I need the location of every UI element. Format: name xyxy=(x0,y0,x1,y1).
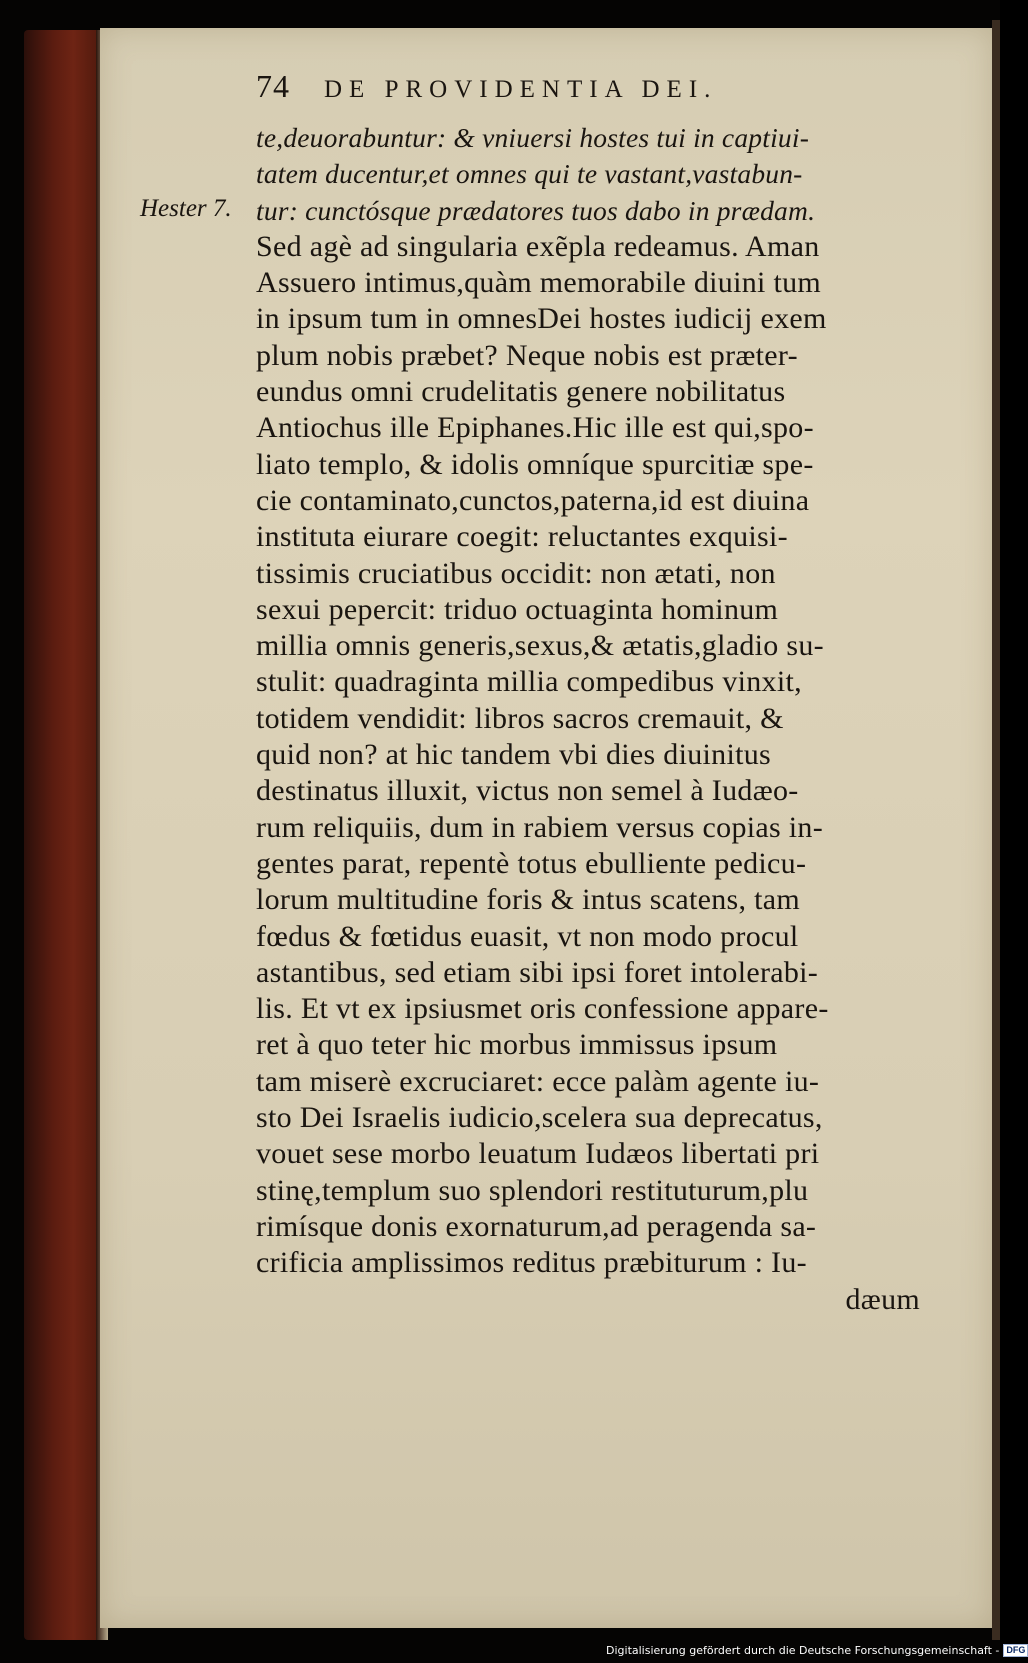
text-line: sexui pepercit: triduo octuaginta hominum xyxy=(256,592,779,626)
text-line: plum nobis præbet? Neque nobis est præter- xyxy=(256,338,798,372)
text-line: gentes parat, repentè totus ebulliente pedicu- xyxy=(256,846,807,880)
text-line: millia omnis generis,sexus,& ætatis,gladio su- xyxy=(256,629,824,663)
text-line: tissimis cruciatibus occidit: non ætati, non xyxy=(256,556,776,590)
text-line: lorum multitudine foris & intus scatens, tam xyxy=(256,883,800,917)
text-line: lis. Et vt ex ipsiusmet oris confessione appare- xyxy=(256,992,829,1026)
dfg-logo: DFG xyxy=(1003,1644,1028,1657)
text-line: astantibus, sed etiam sibi ipsi foret intolerabi- xyxy=(256,955,819,989)
text-line: quid non? at hic tandem vbi dies diuinitus xyxy=(256,738,772,772)
page-header xyxy=(158,68,916,120)
text-line: stinę,templum suo splendori restituturum,plu xyxy=(256,1173,809,1207)
text-line: in ipsum tum in omnesDei hostes iudicij exem xyxy=(256,302,827,336)
text-line: fœdus & fœtidus euasit, vt non modo procul xyxy=(256,919,799,953)
text-line: crificia amplissimos reditus præbiturum : Iu- xyxy=(256,1246,807,1280)
text-line: eundus omni crudelitatis genere nobilitatus xyxy=(256,375,786,409)
running-title: DE PROVIDENTIA DEI. xyxy=(324,76,718,103)
digitization-credit xyxy=(606,1644,1028,1657)
text-line: cie contaminato,cunctos,paterna,id est diuina xyxy=(256,483,810,517)
text-line: sto Dei Israelis iudicio,scelera sua deprecatus, xyxy=(256,1101,823,1135)
text-line: tam miserè excruciaret: ecce palàm agente iu- xyxy=(256,1064,820,1098)
text-line: Sed agè ad singularia exẽpla redeamus. Aman xyxy=(256,229,820,263)
text-line: Antiochus ille Epiphanes.Hic ille est qui,spo- xyxy=(256,411,814,445)
page-number: 74 xyxy=(256,68,290,104)
text-line: tur: cunctósque prædatores tuos dabo in prædam. xyxy=(256,194,816,226)
body-text xyxy=(158,120,920,1318)
text-line: rum reliquiis, dum in rabiem versus copias in- xyxy=(256,810,824,844)
page-edge xyxy=(992,20,1000,1640)
text-line: stulit: quadraginta millia compedibus vinxit, xyxy=(256,665,802,699)
text-line: instituta eiurare coegit: reluctantes exquisi- xyxy=(256,520,788,554)
text-line: ret à quo teter hic morbus immissus ipsum xyxy=(256,1028,778,1062)
text-line: te,deuorabuntur: & vniuersi hostes tui in captiui- xyxy=(256,122,810,153)
book-binding xyxy=(24,30,106,1640)
text-line: vouet sese morbo leuatum Iudæos libertati pri xyxy=(256,1137,820,1171)
text-line: tatem ducentur,et omnes qui te vastant,vastabun- xyxy=(256,158,803,190)
margin-note: Hester 7. xyxy=(140,195,232,222)
credit-text: Digitalisierung gefördert durch die Deutsche Forschungsgemeinschaft - xyxy=(606,1644,1000,1657)
text-line: Assuero intimus,quàm memorabile diuini tum xyxy=(256,266,822,300)
text-line: liato templo, & idolis omníque spurcitiæ spe- xyxy=(256,447,814,481)
catchword: dæum xyxy=(845,1282,920,1316)
text-line: rimísque donis exornaturum,ad peragenda sa- xyxy=(256,1209,817,1243)
text-column xyxy=(158,68,920,1318)
text-line: destinatus illuxit, victus non semel à Iudæo- xyxy=(256,774,799,808)
text-line: totidem vendidit: libros sacros cremauit, & xyxy=(256,701,784,735)
